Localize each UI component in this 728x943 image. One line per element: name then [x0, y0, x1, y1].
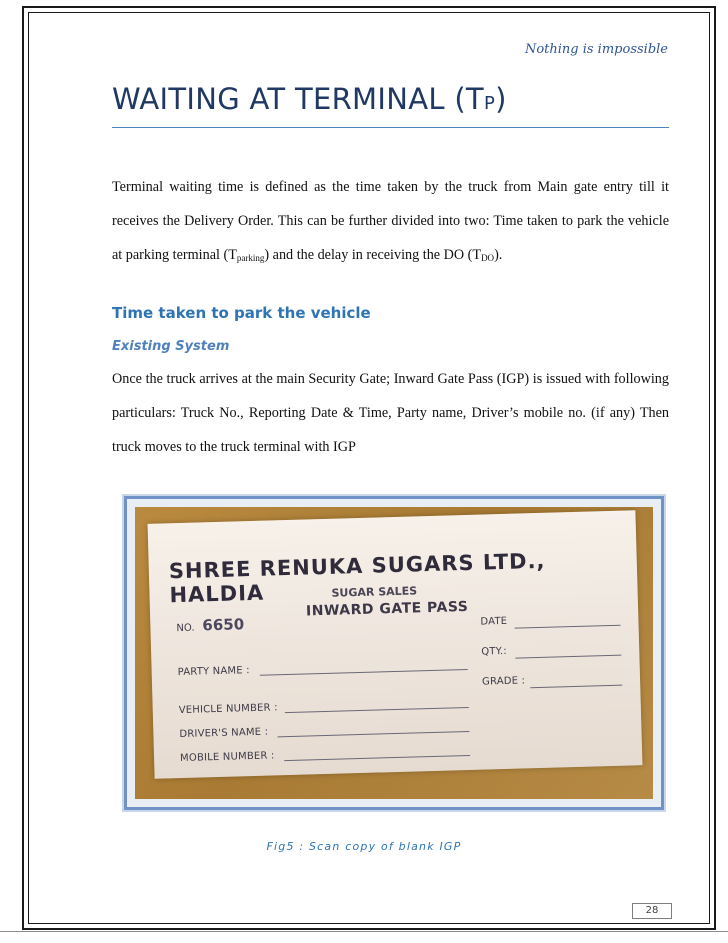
- title-subscript: P: [483, 93, 496, 114]
- slip-grade-line: [530, 685, 622, 689]
- slip-mobile-label: MOBILE NUMBER :: [179, 750, 275, 765]
- page-title: [112, 82, 507, 116]
- title-underline: [112, 127, 669, 128]
- page-bottom-rule: [0, 931, 728, 932]
- intro-text-3: ).: [494, 247, 503, 263]
- slip-company-name: SHREE RENUKA SUGARS LTD., HALDIA: [168, 548, 546, 608]
- slip-department: SUGAR SALES: [331, 584, 418, 600]
- header-tagline: Nothing is impossible: [524, 42, 668, 57]
- slip-party-label: PARTY NAME :: [177, 665, 250, 679]
- slip-qty-label: QTY.:: [481, 645, 507, 658]
- slip-vehicle-line: [285, 707, 469, 713]
- intro-text-1: Terminal waiting time is defined as the time taken by the truck from Main gate entry till it receives the Delivery Order. This can be further divided into two: Time taken to park the vehicle at parking terminal (T: [112, 179, 669, 263]
- slip-driver-label: DRIVER'S NAME :: [179, 726, 269, 741]
- intro-paragraph: [112, 170, 669, 272]
- slip-grade-label: GRADE :: [481, 675, 526, 688]
- title-main: WAITING AT TERMINAL (T: [112, 82, 484, 116]
- igp-slip: [148, 510, 643, 779]
- igp-photo: [135, 507, 653, 799]
- intro-text-2: ) and the delay in receiving the DO (T: [264, 247, 482, 263]
- title-close: ): [495, 82, 507, 116]
- intro-subscript-parking: parking: [236, 253, 265, 263]
- intro-subscript-do: DO: [481, 253, 495, 263]
- slip-qty-line: [515, 655, 621, 659]
- slip-vehicle-label: VEHICLE NUMBER :: [178, 702, 278, 717]
- slip-date-line: [515, 625, 621, 629]
- slip-party-line: [260, 669, 468, 676]
- figure-caption: Fig5 : Scan copy of blank IGP: [266, 840, 462, 853]
- section-paragraph: Once the truck arrives at the main Security Gate; Inward Gate Pass (IGP) is issued with following particulars: Truck No., Reporting Date & Time, Party name, Driver’s mobile no. (if any) Then truck moves to the truck terminal with IGP: [112, 371, 669, 455]
- slip-date-label: DATE: [480, 615, 508, 628]
- slip-number-value: 6650: [202, 615, 245, 635]
- slip-driver-line: [278, 731, 470, 737]
- slip-number-label: NO.: [176, 622, 195, 635]
- section-heading: Time taken to park the vehicle: [112, 304, 371, 322]
- page-number: 28: [632, 903, 672, 919]
- section-subheading: Existing System: [112, 339, 230, 354]
- slip-mobile-line: [284, 755, 470, 761]
- igp-photo-frame: [124, 496, 664, 810]
- slip-form-title: INWARD GATE PASS: [305, 598, 469, 620]
